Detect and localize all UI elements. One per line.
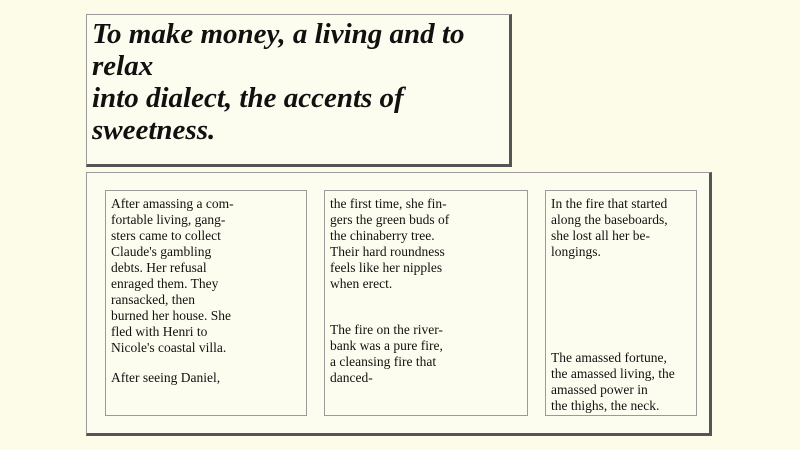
column-paragraph: After seeing Daniel,: [111, 370, 221, 385]
column-paragraph: After amassing a com- fortable living, gang- sters came to collect Claude's gambling debts. Her refusal enraged them. They ransacked, then burned her house. She fled with Henri to Nicole's coastal villa.: [111, 196, 234, 355]
text-column-1: [105, 190, 307, 416]
title-line: sweetness.: [92, 114, 216, 146]
title-line: into dialect, the accents of: [92, 82, 404, 114]
column-paragraph: In the fire that started along the baseboards, she lost all her be- longings.: [551, 196, 668, 259]
text-column-2: [324, 190, 528, 416]
text-column-3: [545, 190, 697, 416]
poem-title: [92, 18, 508, 146]
column-paragraph: The amassed fortune, the amassed living, the amassed power in the thighs, the neck.: [551, 350, 675, 413]
title-line: relax: [92, 50, 154, 82]
title-line: To make money, a living and to: [92, 18, 465, 50]
column-paragraph: The fire on the river- bank was a pure fire, a cleansing fire that danced-: [330, 322, 443, 385]
column-paragraph: the first time, she fin- gers the green buds of the chinaberry tree. Their hard roundness feels like her nipples when erect.: [330, 196, 450, 291]
text-columns-frame: [86, 172, 712, 436]
title-frame: [86, 14, 512, 167]
